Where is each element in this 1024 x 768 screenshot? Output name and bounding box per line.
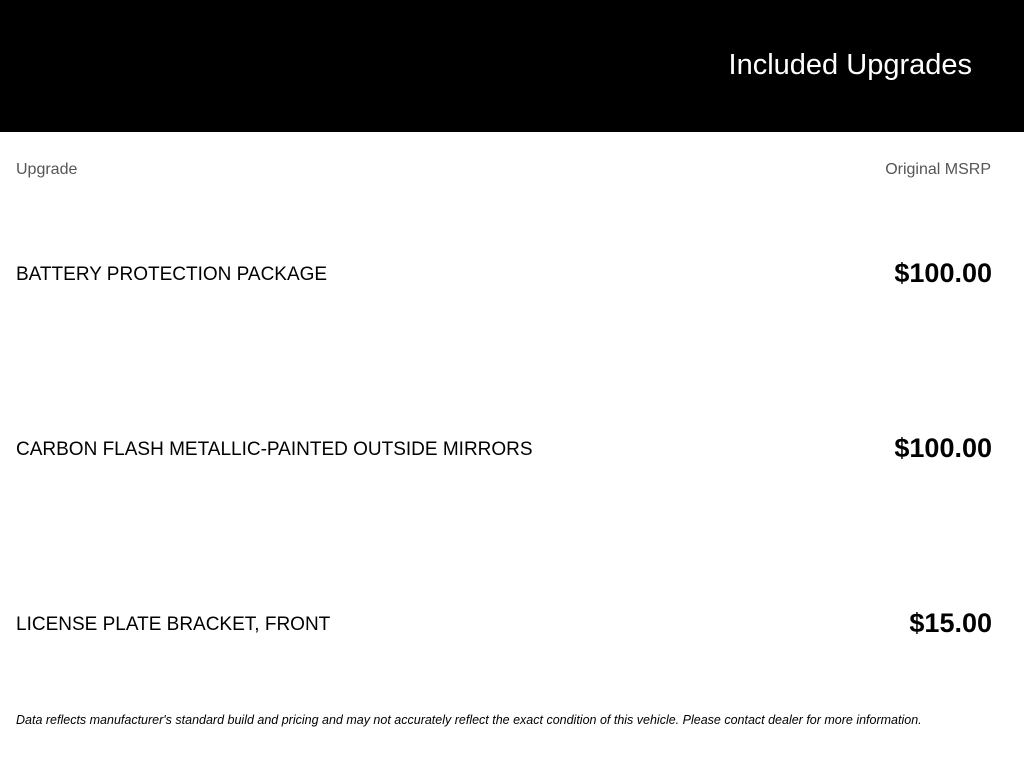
upgrade-row	[0, 253, 1024, 293]
upgrade-row	[0, 603, 1024, 643]
upgrade-name: LICENSE PLATE BRACKET, FRONT	[16, 614, 331, 635]
upgrade-price: $15.00	[909, 608, 992, 638]
column-header-upgrade: Upgrade	[16, 161, 78, 178]
page-title: Included Upgrades	[728, 49, 972, 81]
upgrade-name: CARBON FLASH METALLIC-PAINTED OUTSIDE MIRRORS	[16, 439, 533, 460]
column-header-msrp: Original MSRP	[885, 161, 991, 178]
upgrade-name: BATTERY PROTECTION PACKAGE	[16, 264, 328, 285]
disclaimer-text: Data reflects manufacturer's standard build and pricing and may not accurately reflect the exact condition of this vehicle. Please contact dealer for more information.	[16, 713, 922, 727]
header-banner	[0, 0, 1024, 132]
upgrade-price: $100.00	[894, 433, 992, 463]
upgrade-row	[0, 428, 1024, 468]
upgrade-price: $100.00	[894, 258, 992, 288]
